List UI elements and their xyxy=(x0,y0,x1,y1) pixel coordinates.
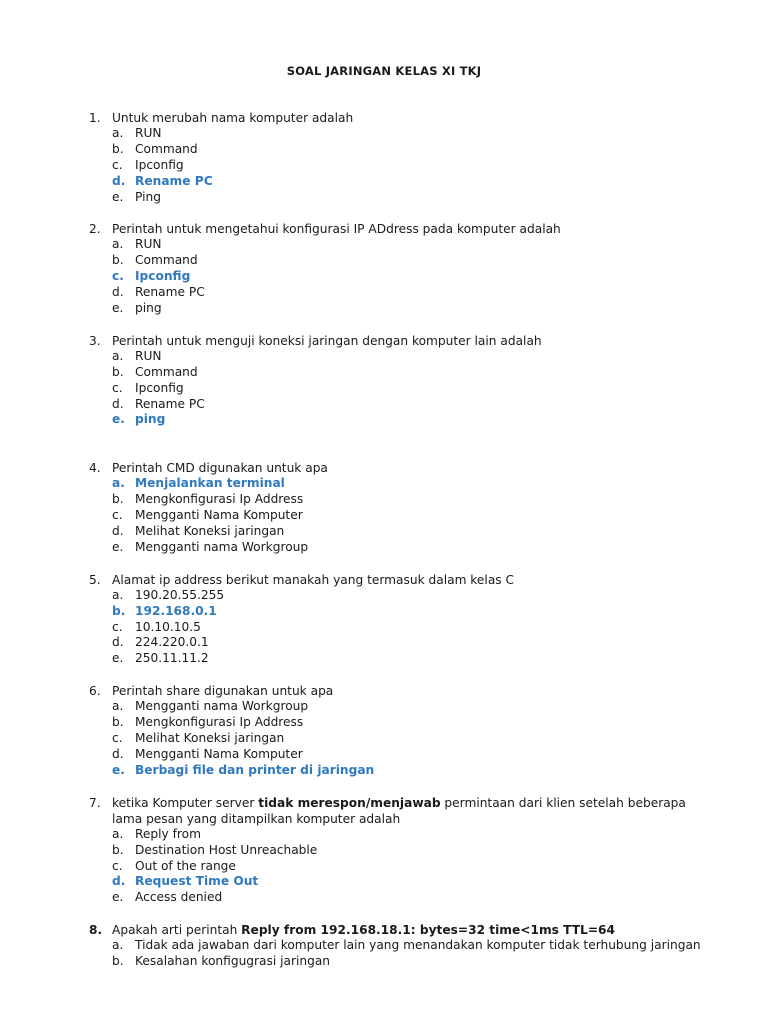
option-letter: b. xyxy=(112,253,124,268)
option-text: Out of the range xyxy=(135,858,236,873)
option-text: RUN xyxy=(135,348,162,363)
option xyxy=(0,285,768,301)
option-letter: d. xyxy=(112,635,124,650)
question-1 xyxy=(0,110,768,205)
option-text: RUN xyxy=(135,126,162,140)
option xyxy=(0,349,768,365)
option xyxy=(0,859,768,875)
option-text: 224.220.0.1 xyxy=(135,635,209,650)
option-text: Melihat Koneksi jaringan xyxy=(135,524,285,539)
option xyxy=(0,365,768,381)
question-3 xyxy=(0,333,768,428)
option-letter: b. xyxy=(112,603,126,618)
option-letter: a. xyxy=(112,587,124,602)
option-letter: e. xyxy=(112,412,125,427)
option xyxy=(0,938,768,954)
question-5 xyxy=(0,572,768,667)
question-4 xyxy=(0,460,768,555)
question-7 xyxy=(0,795,768,906)
question-text xyxy=(0,572,768,588)
option xyxy=(0,524,768,540)
question-text-segment: Perintah CMD digunakan untuk apa xyxy=(112,461,328,476)
question-text xyxy=(0,683,768,699)
question-6 xyxy=(0,683,768,778)
question-text-segment: Perintah share digunakan untuk apa xyxy=(112,684,334,699)
question-text-segment: Perintah untuk mengetahui konfigurasi IP ADdress pada komputer adalah xyxy=(112,222,561,237)
option-letter: a. xyxy=(112,699,124,714)
option xyxy=(0,890,768,906)
option-text: Kesalahan konfigugrasi jaringan xyxy=(135,954,331,969)
option-letter: d. xyxy=(112,524,124,539)
question-text xyxy=(0,110,768,126)
option xyxy=(0,190,768,206)
option-text: Berbagi file dan printer di jaringan xyxy=(135,762,375,777)
question-text xyxy=(0,221,768,237)
option-text: Rename PC xyxy=(135,285,205,300)
question-number: 5. xyxy=(89,572,101,587)
option-letter: a. xyxy=(112,938,124,953)
option xyxy=(0,731,768,747)
option xyxy=(0,492,768,508)
option-letter: d. xyxy=(112,285,124,300)
option-text: Reply from xyxy=(135,826,201,841)
option-text: Destination Host Unreachable xyxy=(135,842,318,857)
option-text: Access denied xyxy=(135,890,223,905)
option-letter: d. xyxy=(112,173,126,188)
question-text-segment: Apakah arti perintah xyxy=(112,923,242,938)
option-correct xyxy=(0,412,768,428)
option-letter: b. xyxy=(112,715,124,730)
option-letter: e. xyxy=(112,762,125,777)
option-text: Request Time Out xyxy=(135,874,259,889)
question-text-bold: tidak merespon/menjawab xyxy=(258,795,441,810)
document-title: SOAL JARINGAN KELAS XI TKJ xyxy=(286,64,482,78)
question-text-segment: Untuk merubah nama komputer adalah xyxy=(112,111,354,125)
option-text: Mengganti nama Workgroup xyxy=(135,699,309,714)
option-letter: b. xyxy=(112,492,124,507)
question-2 xyxy=(0,221,768,316)
option-text: 192.168.0.1 xyxy=(135,603,217,618)
question-text-segment: ketika Komputer server xyxy=(112,795,259,810)
option-letter: a. xyxy=(112,126,124,140)
option-text: Ipconfig xyxy=(135,380,184,395)
option xyxy=(0,620,768,636)
option-text: ping xyxy=(135,301,162,316)
option-letter: c. xyxy=(112,731,123,746)
option xyxy=(0,540,768,556)
option-letter: e. xyxy=(112,890,124,905)
option-letter: d. xyxy=(112,874,126,889)
question-text xyxy=(0,795,768,827)
option xyxy=(0,253,768,269)
option-text: Mengkonfigurasi Ip Address xyxy=(135,715,304,730)
option xyxy=(0,747,768,763)
option-letter: a. xyxy=(112,237,124,252)
option-letter: b. xyxy=(112,842,124,857)
option-text: Mengganti nama Workgroup xyxy=(135,539,309,554)
option-letter: c. xyxy=(112,508,123,523)
option-text: Mengkonfigurasi Ip Address xyxy=(135,492,304,507)
option-text: Menjalankan terminal xyxy=(135,476,285,491)
option-letter: c. xyxy=(112,269,124,284)
option xyxy=(0,715,768,731)
option-text: Command xyxy=(135,141,198,156)
option-text: Mengganti Nama Komputer xyxy=(135,508,303,523)
question-text-bold: Reply from 192.168.18.1: bytes=32 time<1ms TTL=64 xyxy=(241,923,615,938)
question-number: 4. xyxy=(89,461,101,476)
question-number: 1. xyxy=(89,111,101,125)
option-text: Mengganti Nama Komputer xyxy=(135,746,303,761)
question-number: 6. xyxy=(89,684,101,699)
option-letter: e. xyxy=(112,189,124,204)
option xyxy=(0,588,768,604)
option-text: Rename PC xyxy=(135,173,213,188)
option-text: ping xyxy=(135,412,166,427)
option xyxy=(0,827,768,843)
option-letter: b. xyxy=(112,141,124,156)
option xyxy=(0,843,768,859)
option xyxy=(0,301,768,317)
option-letter: d. xyxy=(112,396,124,411)
option xyxy=(0,651,768,667)
option-correct xyxy=(0,476,768,492)
option xyxy=(0,635,768,651)
option-letter: e. xyxy=(112,301,124,316)
option-letter: a. xyxy=(112,826,124,841)
option-letter: e. xyxy=(112,651,124,666)
option xyxy=(0,237,768,253)
option xyxy=(0,126,768,142)
question-text xyxy=(0,922,768,938)
option-letter: c. xyxy=(112,380,123,395)
option-correct xyxy=(0,763,768,779)
option-letter: d. xyxy=(112,746,124,761)
option xyxy=(0,381,768,397)
option-letter: a. xyxy=(112,348,124,363)
option xyxy=(0,397,768,413)
option-text: RUN xyxy=(135,237,162,252)
option-text: Ipconfig xyxy=(135,269,191,284)
option-text: Ping xyxy=(135,189,161,204)
question-text xyxy=(0,460,768,476)
option-correct xyxy=(0,174,768,190)
option-text: Ipconfig xyxy=(135,157,184,172)
option-letter: a. xyxy=(112,476,125,491)
question-number: 7. xyxy=(89,795,101,810)
option-text: Command xyxy=(135,253,198,268)
question-list xyxy=(0,110,768,986)
option-correct xyxy=(0,604,768,620)
option xyxy=(0,142,768,158)
question-number: 3. xyxy=(89,333,101,348)
question-text-segment: permintaan dari klien setelah beberapa lama pesan yang ditampilkan komputer adalah xyxy=(112,795,686,826)
option-text: 190.20.55.255 xyxy=(135,587,225,602)
option-text: 250.11.11.2 xyxy=(135,651,209,666)
option-letter: b. xyxy=(112,364,124,379)
option-letter: c. xyxy=(112,619,123,634)
option xyxy=(0,508,768,524)
option xyxy=(0,158,768,174)
option-letter: c. xyxy=(112,858,123,873)
question-8 xyxy=(0,922,768,970)
option-text: Command xyxy=(135,364,198,379)
option-letter: b. xyxy=(112,954,124,969)
question-number: 8. xyxy=(89,923,103,938)
question-text xyxy=(0,333,768,349)
option-text: 10.10.10.5 xyxy=(135,619,201,634)
option xyxy=(0,699,768,715)
question-text-segment: Perintah untuk menguji koneksi jaringan dengan komputer lain adalah xyxy=(112,333,542,348)
question-number: 2. xyxy=(89,222,101,237)
option-correct xyxy=(0,874,768,890)
option-correct xyxy=(0,269,768,285)
option-text: Rename PC xyxy=(135,396,205,411)
option xyxy=(0,954,768,970)
option-text: Melihat Koneksi jaringan xyxy=(135,731,285,746)
option-letter: e. xyxy=(112,539,124,554)
option-letter: c. xyxy=(112,157,123,172)
option-text: Tidak ada jawaban dari komputer lain yang menandakan komputer tidak terhubung jaringan xyxy=(135,938,701,953)
question-text-segment: Alamat ip address berikut manakah yang termasuk dalam kelas C xyxy=(112,572,515,587)
